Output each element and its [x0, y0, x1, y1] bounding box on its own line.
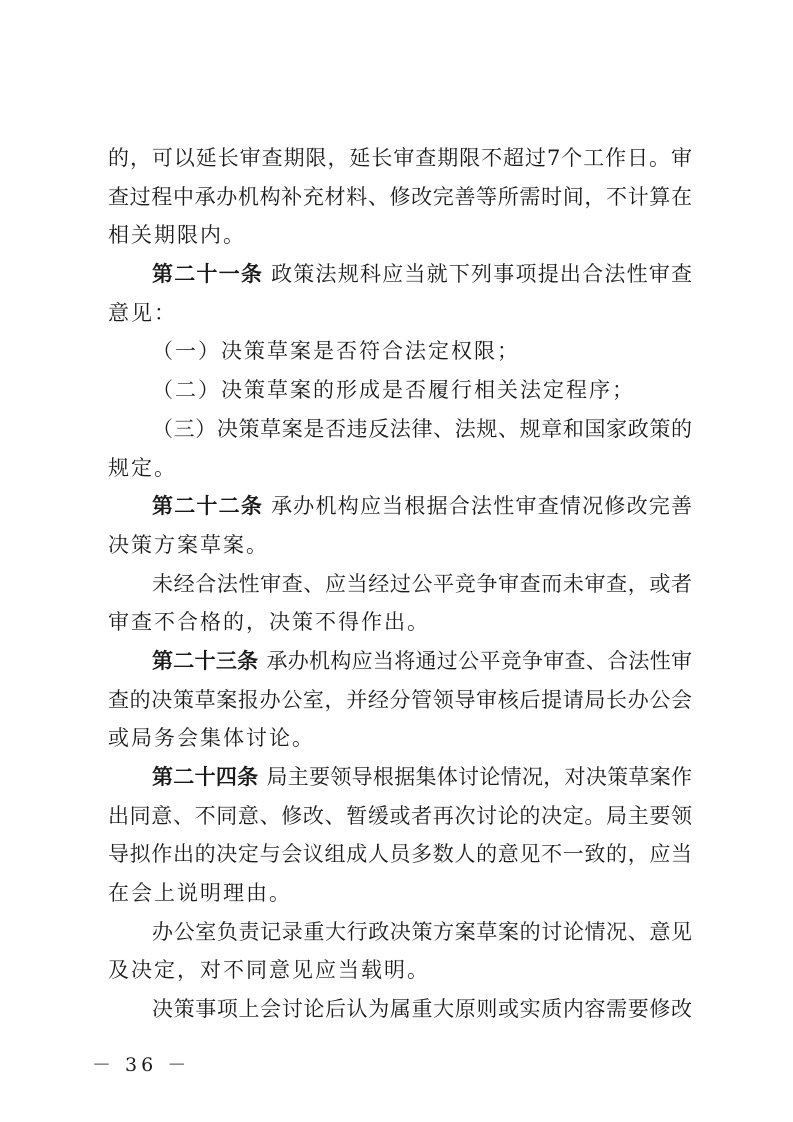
text-line: 的，可以延长审查期限，延长审查期限不超过7个工作日。审 [108, 146, 692, 170]
text-line: 及决定，对不同意见应当载明。 [108, 958, 430, 983]
text-line: 政策法规科应当就下列事项提出合法性审查 [271, 262, 693, 287]
article-22-line [108, 487, 692, 526]
text-line: 办公室负责记录重大行政决策方案草案的讨论情况、意见 [152, 919, 692, 944]
document-body [108, 139, 692, 1029]
article-heading: 第二十三条 [152, 648, 259, 673]
text-line: 未经合法性审查、应当经过公平竞争审查而未审查，或者 [152, 571, 692, 596]
text-line: 意见： [108, 300, 177, 325]
text-line: 或局务会集体讨论。 [108, 726, 315, 751]
list-item: （三）决策草案是否违反法律、法规、规章和国家政策的 [152, 416, 692, 441]
text-line: 承办机构应当根据合法性审查情况修改完善 [271, 494, 693, 519]
article-heading: 第二十二条 [152, 494, 264, 519]
text-line: 规定。 [108, 455, 177, 480]
article-23-line [108, 642, 692, 681]
text-line: 局主要领导根据集体讨论情况，对决策草案作 [266, 765, 693, 789]
text-line: 导拟作出的决定与会议组成人员多数人的意见不一致的，应当 [108, 842, 692, 867]
article-heading: 第二十四条 [152, 765, 259, 789]
article-heading: 第二十一条 [152, 262, 264, 287]
text-line: 审查不合格的，决策不得作出。 [108, 610, 430, 635]
text-line: 出同意、不同意、修改、暂缓或者再次讨论的决定。局主要领 [108, 803, 692, 828]
list-item: （二）决策草案的形成是否履行相关法定程序； [152, 378, 635, 403]
text-line: 在会上说明理由。 [108, 881, 292, 906]
text-line: 承办机构应当将通过公平竞争审查、合法性审 [266, 648, 693, 673]
list-item: （一）决策草案是否符合法定权限； [152, 339, 520, 364]
text-line: 决策事项上会讨论后认为属重大原则或实质内容需要修改 [152, 997, 692, 1022]
text-line: 查的决策草案报办公室，并经分管领导审核后提请局长办公会 [108, 687, 692, 712]
article-24-line [108, 758, 692, 797]
text-line: 相关期限内。 [108, 223, 246, 248]
page-number: － 36 － [92, 1054, 191, 1076]
text-line: 决策方案草案。 [108, 532, 269, 557]
article-21-line [108, 255, 692, 294]
text-line: 查过程中承办机构补充材料、修改完善等所需时间，不计算在 [108, 184, 692, 209]
